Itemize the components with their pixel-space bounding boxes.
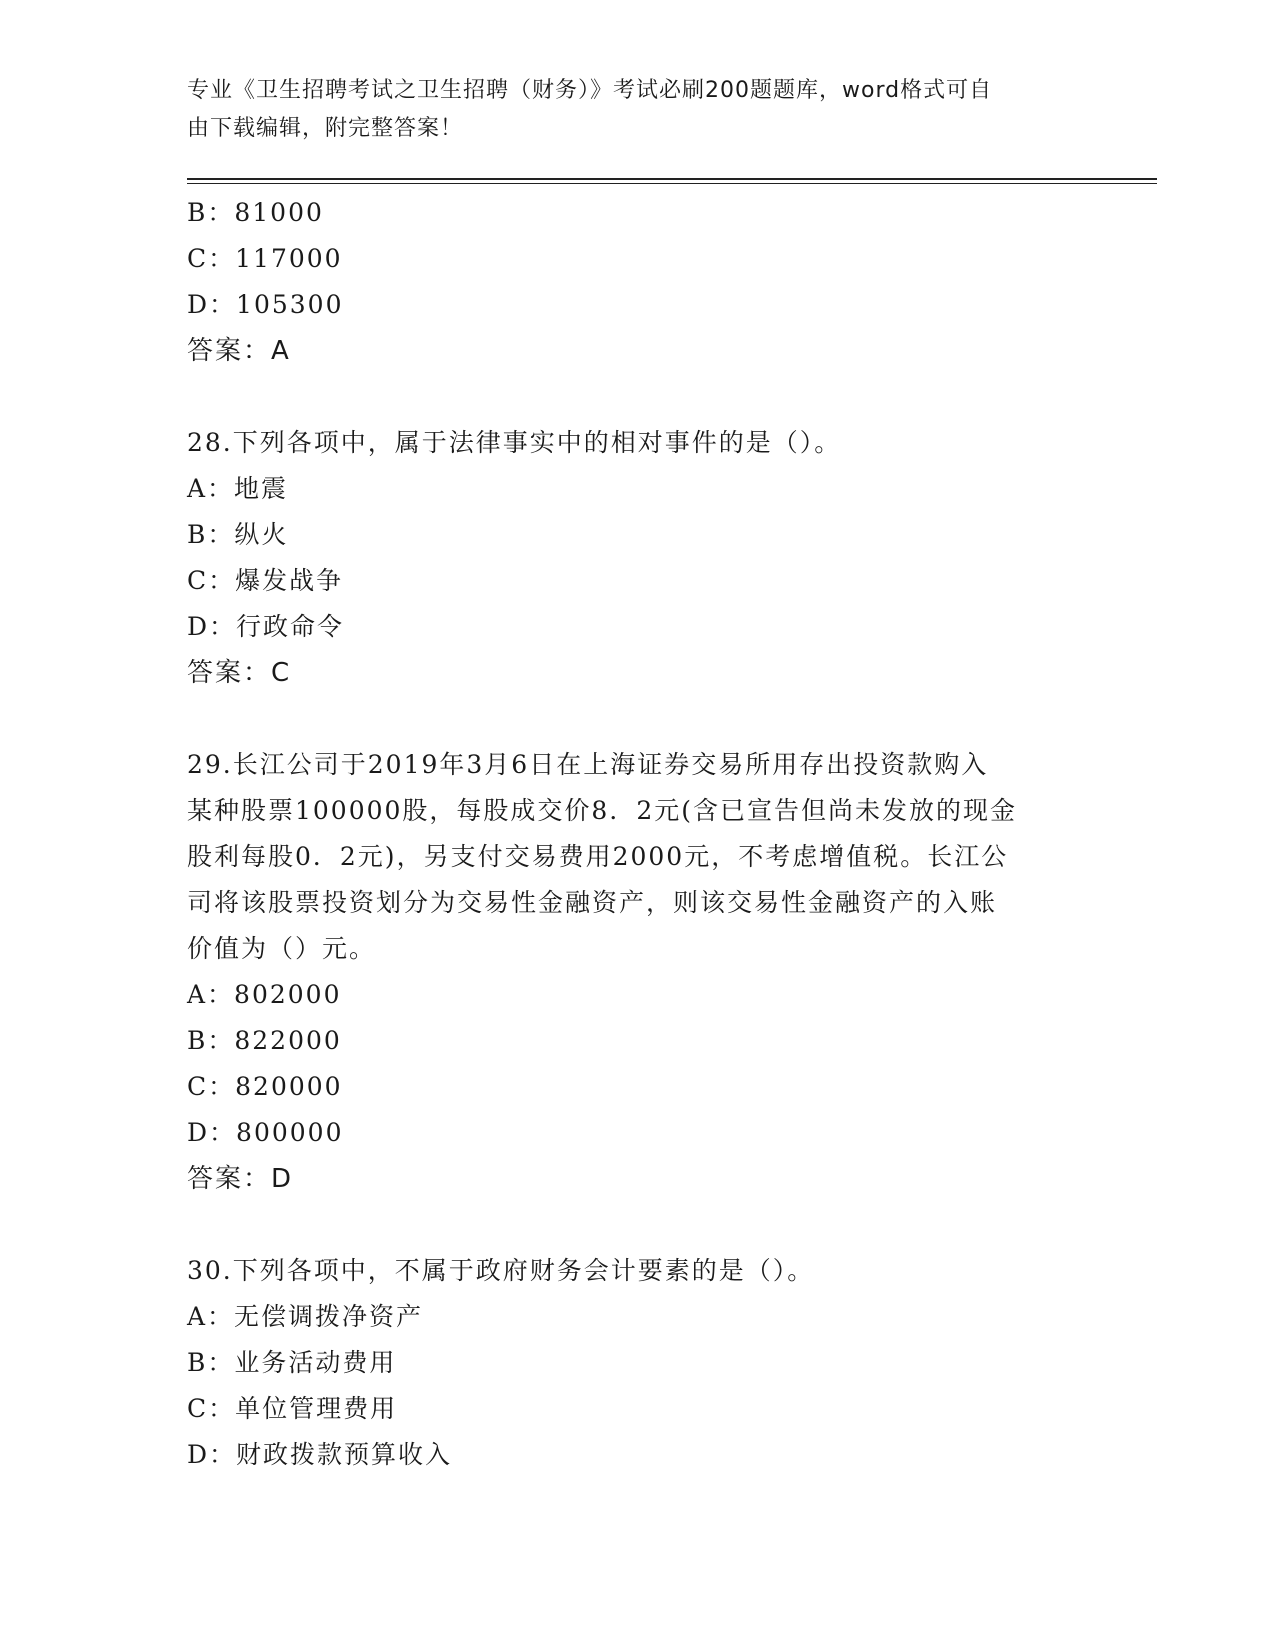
question-stem-line-3: 股利每股0．2元)，另支付交易费用2000元，不考虑增值税。长江公 (187, 842, 1009, 871)
option-a: A：无偿调拨净资产 (187, 1302, 424, 1331)
question-list (187, 190, 1087, 1478)
header-line-1: 专业《卫生招聘考试之卫生招聘（财务）》考试必刷200题题库，word格式可自 (187, 78, 993, 103)
option-b: B：纵火 (187, 520, 289, 549)
option-b: B：业务活动费用 (187, 1348, 397, 1377)
option-d: D：105300 (187, 290, 344, 319)
answer-line: 答案：D (187, 1164, 294, 1194)
option-b: B：822000 (187, 1026, 342, 1055)
previous-question-tail (187, 190, 1087, 374)
option-d: D：800000 (187, 1118, 344, 1147)
question-29 (187, 742, 1087, 1202)
question-stem: 28.下列各项中，属于法律事实中的相对事件的是（）。 (187, 428, 842, 457)
question-28 (187, 420, 1087, 696)
header-divider (187, 178, 1157, 184)
option-c: C：单位管理费用 (187, 1394, 398, 1423)
question-stem-line-2: 某种股票100000股，每股成交价8．2元(含已宣告但尚未发放的现金 (187, 796, 1018, 825)
answer-line: 答案：C (187, 658, 292, 688)
question-30 (187, 1248, 1087, 1478)
option-d: D：财政拨款预算收入 (187, 1440, 453, 1469)
option-c: C：117000 (187, 244, 343, 273)
option-c: C：820000 (187, 1072, 343, 1101)
question-stem: 30.下列各项中，不属于政府财务会计要素的是（）。 (187, 1256, 815, 1285)
option-d: D：行政命令 (187, 612, 345, 641)
question-stem-line-4: 司将该股票投资划分为交易性金融资产，则该交易性金融资产的入账 (187, 888, 998, 917)
document-header (187, 72, 1087, 148)
option-b: B：81000 (187, 198, 324, 227)
option-a: A：802000 (187, 980, 342, 1009)
option-c: C：爆发战争 (187, 566, 344, 595)
question-stem-line-5: 价值为（）元。 (187, 934, 377, 963)
header-line-2: 由下载编辑，附完整答案！ (187, 116, 464, 141)
option-a: A：地震 (187, 474, 289, 503)
question-stem-line-1: 29.长江公司于2019年3月6日在上海证券交易所用存出投资款购入 (187, 750, 989, 779)
answer-line: 答案：A (187, 336, 291, 366)
